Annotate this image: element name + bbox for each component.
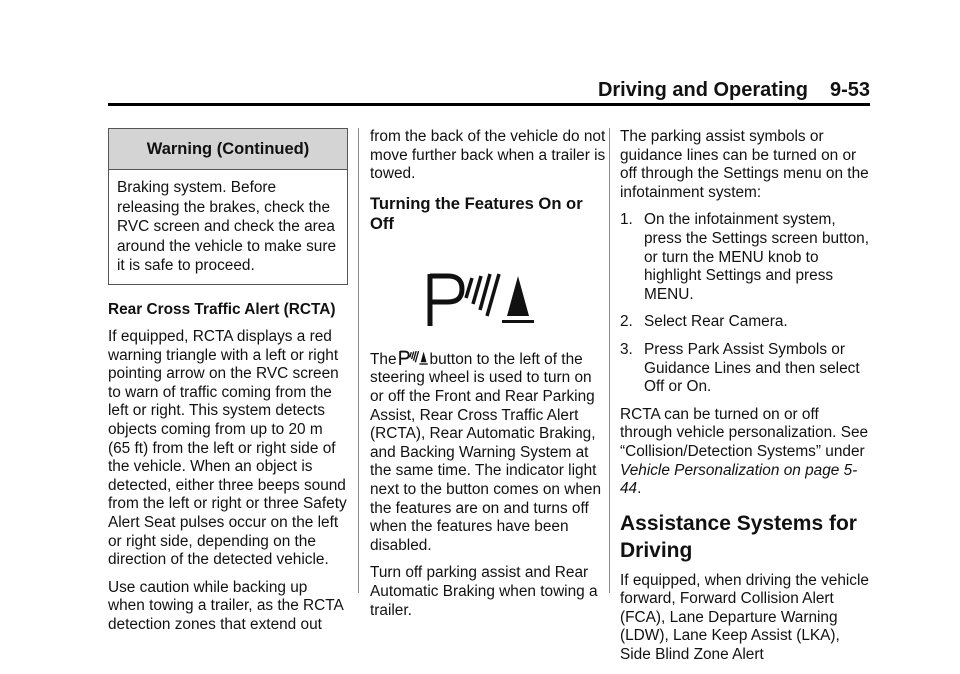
rcta-personalization-paragraph bbox=[620, 406, 870, 499]
button-paragraph bbox=[370, 350, 608, 556]
step-text: Select Rear Camera. bbox=[644, 313, 788, 331]
settings-intro: The parking assist symbols or guidance lines can be turned on or off through the Settings menu on the infotainment system: bbox=[620, 128, 869, 201]
header-rule bbox=[108, 103, 870, 106]
step-number: 1. bbox=[620, 211, 633, 229]
step-number: 2. bbox=[620, 313, 633, 331]
features-heading: Turning the Features On or Off bbox=[370, 193, 583, 233]
cross-reference-link[interactable]: Vehicle Personalization on page 5-44 bbox=[620, 461, 858, 498]
rcta-paragraph: If equipped, RCTA displays a red warning triangle with a left or right pointing arrow on the RVC screen to warn of traffic coming from the left or right. This system detects objects coming from up to 20 m (65 ft) from the left or right side of the vehicle. When an object is detected, either three beeps sound from the left or right or three Safety Alert Seat pulses occur on the left or right side, depending on the direction of the detected vehicle. bbox=[108, 328, 347, 569]
park-assist-icon bbox=[426, 270, 538, 330]
list-item bbox=[620, 341, 870, 397]
park-assist-icon bbox=[399, 350, 429, 366]
page-number: 9-53 bbox=[829, 79, 870, 101]
column-1 bbox=[108, 128, 348, 644]
warning-title: Warning (Continued) bbox=[109, 129, 347, 170]
rcta-personalization-text: RCTA can be turned on or off through vehicle personalization. See “Collision/Detection Systems” under bbox=[620, 405, 869, 460]
step-text: Press Park Assist Symbols or Guidance Lines and then select Off or On. bbox=[644, 340, 860, 396]
assistance-paragraph: If equipped, when driving the vehicle forward, Forward Collision Alert (FCA), Lane Departure Warning (LDW), Lane Keep Assist (LKA), Side Blind Zone Alert bbox=[620, 571, 869, 664]
warning-text: Braking system. Before releasing the brakes, check the RVC screen and check the area around the vehicle to make sure it is safe to proceed. bbox=[117, 179, 337, 274]
column-3 bbox=[620, 128, 870, 674]
towing-paragraph: Use caution while backing up when towing a trailer, as the RCTA detection zones that extend out bbox=[108, 578, 343, 633]
list-item bbox=[620, 313, 870, 332]
column-divider bbox=[358, 128, 359, 593]
column-2 bbox=[370, 128, 608, 629]
list-item bbox=[620, 211, 870, 304]
continued-paragraph: from the back of the vehicle do not move further back when a trailer is towed. bbox=[370, 128, 606, 183]
period: . bbox=[637, 480, 642, 498]
button-text-rest: button to the left of the steering wheel is used to turn on or off the Front and Rear Parking Assist, Rear Cross Traffic Alert (RCTA), Rear Automatic Braking, and Backing Warning System at the same time. The indicator light next to the button comes on when the features are on and turns off when the features have been disabled. bbox=[370, 350, 602, 554]
section-title: Driving and Operating bbox=[597, 79, 808, 101]
step-text: On the infotainment system, press the Settings screen button, or turn the MENU knob to highlight Settings and press MENU. bbox=[644, 211, 870, 303]
tow-paragraph: Turn off parking assist and Rear Automatic Braking when towing a trailer. bbox=[370, 564, 598, 619]
page-header bbox=[108, 78, 870, 102]
button-text-lead: The bbox=[370, 350, 397, 368]
warning-box bbox=[108, 128, 348, 285]
rcta-heading: Rear Cross Traffic Alert (RCTA) bbox=[108, 300, 336, 318]
assistance-heading: Assistance Systems for Driving bbox=[620, 511, 857, 562]
settings-steps bbox=[620, 211, 870, 396]
step-number: 3. bbox=[620, 340, 633, 358]
column-divider bbox=[609, 128, 610, 593]
